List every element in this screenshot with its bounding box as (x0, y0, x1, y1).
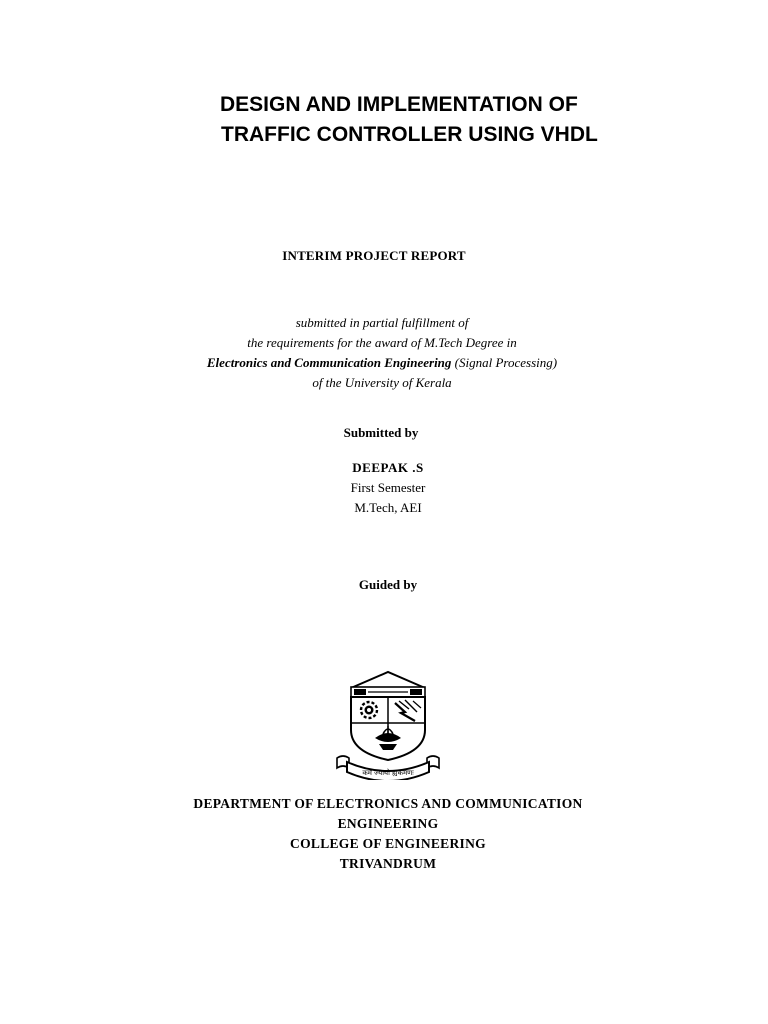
emblem-motto: कर्म ज्यायो ह्यकर्मणः (362, 769, 414, 777)
college-emblem-icon (335, 668, 441, 780)
student-details (4, 458, 768, 518)
department-details (4, 794, 768, 874)
submitted-by-label: Submitted by (343, 425, 419, 440)
department-line-1: DEPARTMENT OF ELECTRONICS AND COMMUNICATION (193, 796, 583, 811)
student-name: DEEPAK .S (352, 460, 424, 475)
department-line-3: COLLEGE OF ENGINEERING (290, 836, 486, 851)
title-line-1: DESIGN AND IMPLEMENTATION OF (220, 93, 578, 116)
report-type: INTERIM PROJECT REPORT (282, 248, 466, 263)
submission-statement (0, 313, 766, 393)
degree-branch: Electronics and Communication Engineering (206, 355, 452, 370)
department-line-4: TRIVANDRUM (339, 856, 437, 871)
submission-line-2: the requirements for the award of M.Tech Degree in (247, 335, 517, 350)
guided-by-label: Guided by (358, 577, 418, 592)
title-line-2: TRAFFIC CONTROLLER USING VHDL (221, 123, 598, 146)
student-semester: First Semester (350, 480, 426, 495)
degree-specialisation: (Signal Processing) (451, 355, 558, 370)
submission-line-1: submitted in partial fulfillment of (295, 315, 469, 330)
department-line-2: ENGINEERING (337, 816, 439, 831)
document-title (220, 90, 740, 150)
submission-line-4: of the University of Kerala (312, 375, 452, 390)
submission-line-3 (0, 353, 766, 373)
student-program: M.Tech, AEI (354, 500, 422, 515)
